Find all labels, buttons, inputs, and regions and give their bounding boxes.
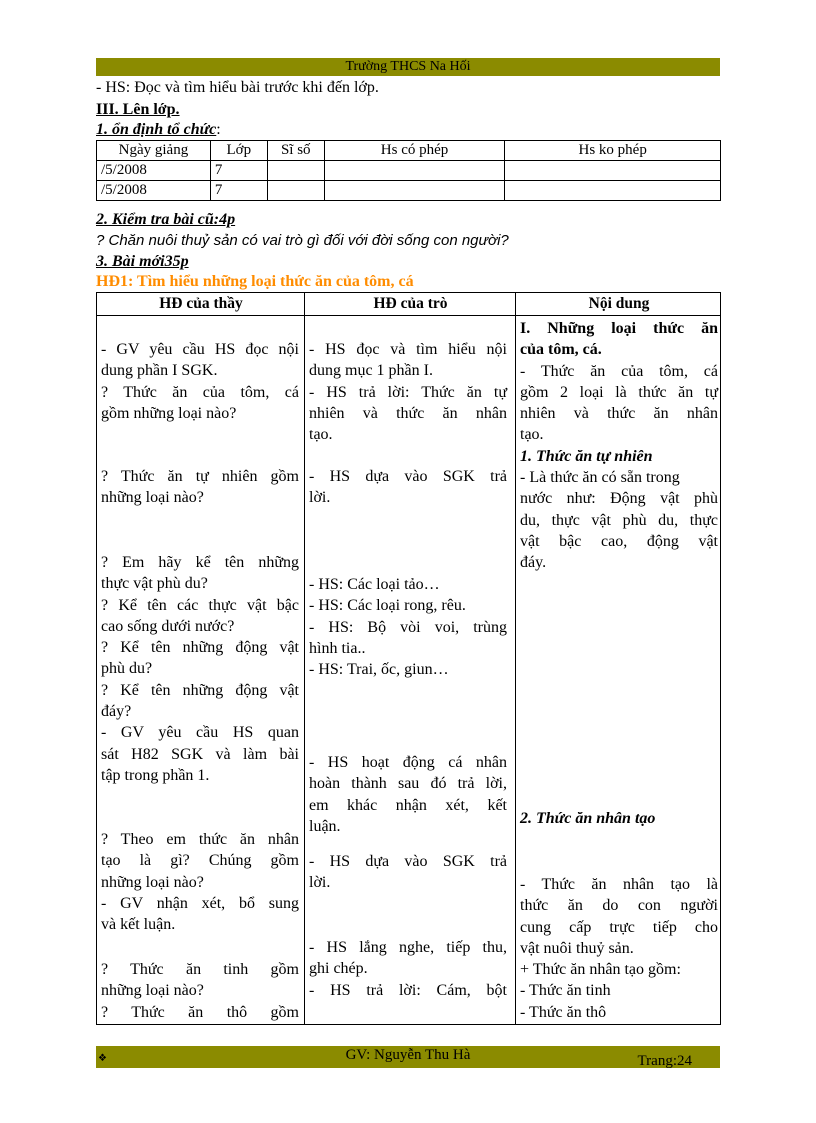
teacher-line: ? Thức ăn tinh gồm [101, 961, 299, 978]
content-line: nhiên và thức ăn nhân [520, 405, 718, 423]
teacher-name: GV: Nguyễn Thu Hà [345, 1047, 471, 1063]
content-line: - Thức ăn tinh [520, 982, 611, 1000]
teacher-block [101, 552, 299, 786]
activity-title: HĐ1: Tìm hiểu những loại thức ăn của tôm, cá [96, 273, 414, 290]
check-question: ? Chăn nuôi thuỷ sản có vai trò gì đối với đời sống con người? [96, 232, 509, 249]
student-line: lời. [309, 489, 331, 507]
content-line: gồm 2 loại là thức ăn tự [520, 383, 718, 401]
student-block [309, 752, 507, 837]
student-block [309, 466, 507, 509]
teacher-block [101, 339, 299, 424]
content-line: tạo. [520, 426, 544, 444]
student-header: HĐ của trò [373, 295, 448, 312]
teacher-line: dung phần I SGK. [101, 362, 218, 380]
teacher-line: sát H82 SGK và làm bài [101, 745, 299, 763]
student-line: - HS: Các loại tảo… [309, 576, 440, 593]
student-line: - HS dựa vào SGK trả [309, 468, 507, 485]
content-line: nước như: Động vật phù [520, 490, 718, 508]
teacher-line: ? Thức ăn thô gồm [101, 1003, 299, 1021]
student-line: em khác nhận xét, kết [309, 796, 507, 814]
teacher-line: - GV yêu cầu HS quan [101, 724, 299, 742]
teacher-line: những loại nào? [101, 982, 204, 1000]
prep-line: - HS: Đọc và tìm hiểu bài trước khi đến lớp. [96, 79, 379, 96]
teacher-line: và kết luận. [101, 916, 176, 934]
bullet-icon: ❖ [98, 1053, 107, 1064]
content-line: đáy. [520, 554, 547, 572]
col-header: Ngày giảng [97, 141, 211, 161]
content-line: - Là thức ăn có sẵn trong [520, 469, 680, 487]
student-line: - HS trả lời: Cám, bột [309, 981, 507, 999]
student-line: - HS lắng nghe, tiếp thu, [309, 939, 507, 956]
teacher-line: đáy? [101, 703, 132, 721]
page-header [96, 58, 720, 76]
content-line: thức ăn do con người [520, 897, 718, 915]
org-colon: : [216, 121, 221, 138]
teacher-block [101, 829, 299, 935]
student-line: - HS đọc và tìm hiểu nội [309, 341, 507, 358]
table-cell: /5/2008 [97, 181, 211, 201]
student-block [309, 574, 507, 680]
table-cell [505, 181, 721, 201]
table-row [97, 161, 721, 181]
content-line: - Thức ăn thô [520, 1003, 607, 1021]
student-line: - HS: Trai, ốc, giun… [309, 661, 449, 679]
teacher-line: ? Kể tên các thực vật bậc [101, 596, 299, 614]
teacher-line: phù du? [101, 660, 153, 678]
content-line: vật bậc cao, động vật [520, 532, 718, 550]
content-line: cung cấp trực tiếp cho [520, 918, 718, 936]
student-line: - HS: Bộ vòi voi, trùng [309, 618, 507, 636]
col-header: Hs có phép [324, 141, 505, 161]
student-block [309, 937, 507, 1001]
student-line: - HS dựa vào SGK trả [309, 853, 507, 870]
teacher-line: tập trong phần 1. [101, 766, 210, 784]
table-cell [505, 161, 721, 181]
student-line: - HS trả lời: Thức ăn tự [309, 383, 507, 401]
content-line: - Thức ăn nhân tạo là [520, 876, 718, 893]
teacher-line: ? Em hãy kể tên những [101, 554, 299, 571]
org-heading [96, 120, 221, 140]
newlesson-title: 3. Bài mới35p [96, 253, 189, 270]
teacher-line: ? Kể tên những động vật [101, 681, 299, 699]
content-heading: I. Những loại thức ăn [520, 320, 718, 337]
table-cell: 7 [210, 161, 267, 181]
table-cell [324, 181, 505, 201]
teacher-line: những loại nào? [101, 489, 204, 507]
student-block [309, 339, 507, 445]
student-block [309, 851, 507, 894]
content-block [520, 318, 718, 574]
student-line: dung mục 1 phần I. [309, 362, 433, 380]
class-table-header [97, 141, 721, 161]
content-subheading: 1. Thức ăn tự nhiên [520, 447, 653, 465]
content-block [520, 808, 718, 829]
org-title: 1. ổn định tổ chức [96, 121, 217, 138]
teacher-header: HĐ của thầy [159, 295, 243, 312]
table-cell [324, 161, 505, 181]
teacher-line: ? Thức ăn tự nhiên gồm [101, 468, 299, 485]
table-row [97, 181, 721, 201]
teacher-block [101, 466, 299, 509]
teacher-line: gồm những loại nào? [101, 404, 237, 422]
teacher-line: - GV nhận xét, bổ sung [101, 894, 299, 912]
teacher-line: - GV yêu cầu HS đọc nội [101, 341, 299, 358]
class-table [96, 140, 721, 201]
teacher-line: tạo là gì? Chúng gồm [101, 852, 299, 870]
content-subheading: 2. Thức ăn nhân tạo [520, 810, 656, 827]
check-title: 2. Kiểm tra bài cũ:4p [96, 211, 236, 228]
student-line: tạo. [309, 426, 333, 444]
table-cell [267, 161, 324, 181]
student-line: ghi chép. [309, 960, 368, 978]
lesson-table-header [97, 293, 720, 316]
content-block [520, 874, 718, 1023]
content-line: + Thức ăn nhân tạo gồm: [520, 961, 681, 979]
teacher-line: ? Kể tên những động vật [101, 639, 299, 657]
student-line: hoàn thành sau đó trả lời, [309, 775, 507, 793]
content-header: Nội dung [588, 295, 650, 312]
teacher-line: cao sống dưới nước? [101, 617, 235, 635]
teacher-line: ? Thức ăn của tôm, cá [101, 383, 299, 401]
col-header: Sĩ số [267, 141, 324, 161]
school-name: Trường THCS Na Hối [345, 59, 471, 74]
table-cell: 7 [210, 181, 267, 201]
teacher-line: ? Theo em thức ăn nhân [101, 831, 299, 848]
col-header: Hs ko phép [505, 141, 721, 161]
table-cell [267, 181, 324, 201]
student-line: nhiên và thức ăn nhân [309, 404, 507, 422]
section3-title: III. Lên lớp. [96, 101, 180, 118]
lesson-table [96, 292, 721, 1025]
content-line: - Thức ăn của tôm, cá [520, 362, 718, 380]
teacher-line: những loại nào? [101, 873, 204, 891]
col-header: Lớp [210, 141, 267, 161]
student-line: hình tia.. [309, 639, 366, 657]
student-line: lời. [309, 874, 331, 892]
teacher-block [101, 959, 299, 1023]
student-line: - HS hoạt động cá nhân [309, 754, 507, 771]
page-number: Trang:24 [637, 1053, 692, 1069]
content-line: du, thực vật phù du, thực [520, 511, 718, 529]
student-line: luận. [309, 817, 341, 835]
page-footer [96, 1046, 720, 1068]
content-heading: của tôm, cá. [520, 341, 602, 359]
teacher-line: thực vật phù du? [101, 575, 208, 593]
content-line: vật nuôi thuỷ sản. [520, 939, 634, 957]
student-line: - HS: Các loại rong, rêu. [309, 597, 466, 615]
table-cell: /5/2008 [97, 161, 211, 181]
